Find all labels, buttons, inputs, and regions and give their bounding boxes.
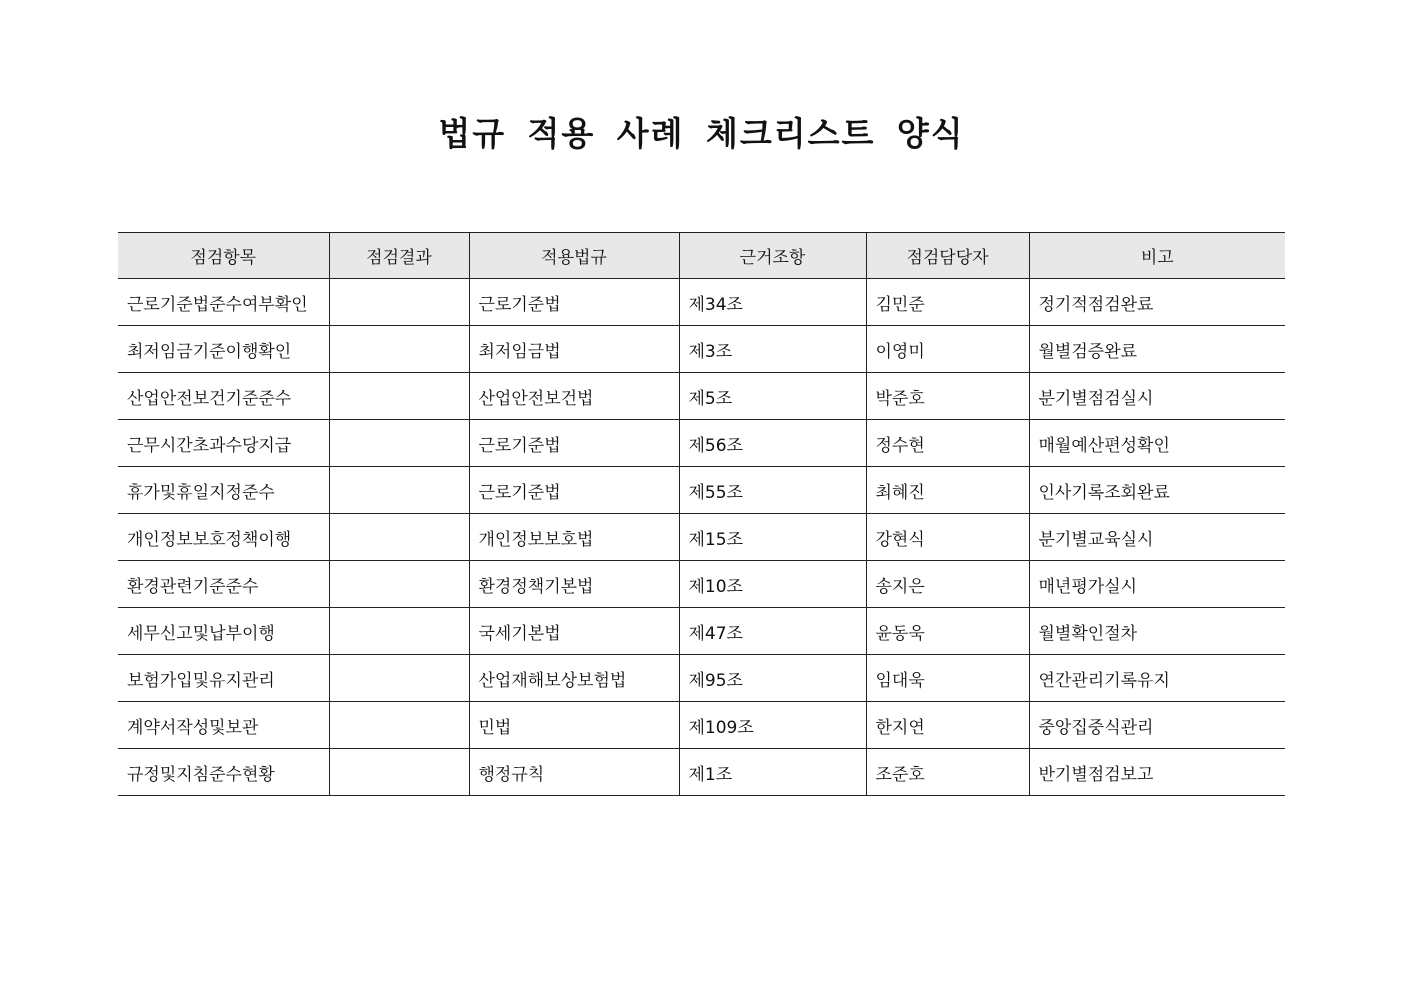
cell-inspector: 조준호: [866, 749, 1029, 796]
cell-applicable-law: 환경정책기본법: [469, 561, 679, 608]
table-row: [118, 655, 1285, 702]
cell-inspection-result[interactable]: [329, 373, 469, 420]
cell-applicable-law: 근로기준법: [469, 279, 679, 326]
table-row: [118, 561, 1285, 608]
cell-legal-article: 제47조: [679, 608, 866, 655]
cell-inspection-item: 개인정보보호정책이행: [118, 514, 329, 561]
cell-applicable-law: 국세기본법: [469, 608, 679, 655]
cell-remarks: 월별검증완료: [1029, 326, 1285, 373]
cell-inspection-result[interactable]: [329, 655, 469, 702]
table-row: [118, 702, 1285, 749]
cell-applicable-law: 행정규칙: [469, 749, 679, 796]
cell-inspection-result[interactable]: [329, 326, 469, 373]
cell-remarks: 분기별점검실시: [1029, 373, 1285, 420]
document-title: 법규 적용 사례 체크리스트 양식: [438, 114, 965, 153]
cell-inspection-result[interactable]: [329, 420, 469, 467]
table-row: [118, 467, 1285, 514]
cell-inspection-result[interactable]: [329, 702, 469, 749]
cell-remarks: 월별확인절차: [1029, 608, 1285, 655]
cell-inspector: 정수현: [866, 420, 1029, 467]
cell-inspection-item: 세무신고및납부이행: [118, 608, 329, 655]
header-applicable-law: 적용법규: [469, 233, 679, 279]
cell-applicable-law: 개인정보보호법: [469, 514, 679, 561]
cell-inspector: 한지연: [866, 702, 1029, 749]
table-row: [118, 514, 1285, 561]
cell-legal-article: 제3조: [679, 326, 866, 373]
table-row: [118, 420, 1285, 467]
cell-applicable-law: 산업재해보상보험법: [469, 655, 679, 702]
cell-remarks: 연간관리기록유지: [1029, 655, 1285, 702]
table-row: [118, 608, 1285, 655]
cell-applicable-law: 최저임금법: [469, 326, 679, 373]
cell-inspector: 이영미: [866, 326, 1029, 373]
cell-inspection-result[interactable]: [329, 608, 469, 655]
cell-inspection-item: 계약서작성및보관: [118, 702, 329, 749]
cell-inspection-result[interactable]: [329, 279, 469, 326]
cell-inspection-item: 최저임금기준이행확인: [118, 326, 329, 373]
cell-applicable-law: 민법: [469, 702, 679, 749]
cell-remarks: 매년평가실시: [1029, 561, 1285, 608]
header-legal-article: 근거조항: [679, 233, 866, 279]
cell-inspection-item: 환경관련기준준수: [118, 561, 329, 608]
cell-inspector: 윤동욱: [866, 608, 1029, 655]
table-row: [118, 749, 1285, 796]
cell-inspector: 김민준: [866, 279, 1029, 326]
cell-legal-article: 제10조: [679, 561, 866, 608]
cell-legal-article: 제5조: [679, 373, 866, 420]
checklist-table: [118, 232, 1285, 796]
header-remarks: 비고: [1029, 233, 1285, 279]
cell-remarks: 중앙집중식관리: [1029, 702, 1285, 749]
table-header-row: [118, 233, 1285, 279]
cell-inspector: 임대욱: [866, 655, 1029, 702]
cell-inspection-item: 산업안전보건기준준수: [118, 373, 329, 420]
cell-remarks: 분기별교육실시: [1029, 514, 1285, 561]
cell-legal-article: 제34조: [679, 279, 866, 326]
cell-remarks: 정기적점검완료: [1029, 279, 1285, 326]
cell-applicable-law: 산업안전보건법: [469, 373, 679, 420]
header-inspection-item: 점검항목: [118, 233, 329, 279]
cell-applicable-law: 근로기준법: [469, 467, 679, 514]
cell-inspection-item: 근로기준법준수여부확인: [118, 279, 329, 326]
cell-legal-article: 제109조: [679, 702, 866, 749]
cell-remarks: 인사기록조회완료: [1029, 467, 1285, 514]
cell-remarks: 반기별점검보고: [1029, 749, 1285, 796]
cell-legal-article: 제95조: [679, 655, 866, 702]
table-row: [118, 326, 1285, 373]
cell-inspection-item: 근무시간초과수당지급: [118, 420, 329, 467]
cell-inspector: 강현식: [866, 514, 1029, 561]
cell-applicable-law: 근로기준법: [469, 420, 679, 467]
cell-inspector: 박준호: [866, 373, 1029, 420]
cell-inspection-result[interactable]: [329, 749, 469, 796]
cell-legal-article: 제55조: [679, 467, 866, 514]
cell-inspector: 최혜진: [866, 467, 1029, 514]
cell-inspection-item: 휴가및휴일지정준수: [118, 467, 329, 514]
cell-remarks: 매월예산편성확인: [1029, 420, 1285, 467]
cell-inspection-item: 보험가입및유지관리: [118, 655, 329, 702]
cell-inspection-result[interactable]: [329, 467, 469, 514]
cell-inspection-result[interactable]: [329, 561, 469, 608]
cell-inspection-result[interactable]: [329, 514, 469, 561]
cell-inspector: 송지은: [866, 561, 1029, 608]
cell-legal-article: 제1조: [679, 749, 866, 796]
cell-legal-article: 제15조: [679, 514, 866, 561]
header-inspector: 점검담당자: [866, 233, 1029, 279]
table-row: [118, 373, 1285, 420]
header-inspection-result: 점검결과: [329, 233, 469, 279]
cell-inspection-item: 규정및지침준수현황: [118, 749, 329, 796]
cell-legal-article: 제56조: [679, 420, 866, 467]
table-body: [118, 279, 1285, 796]
table-row: [118, 279, 1285, 326]
